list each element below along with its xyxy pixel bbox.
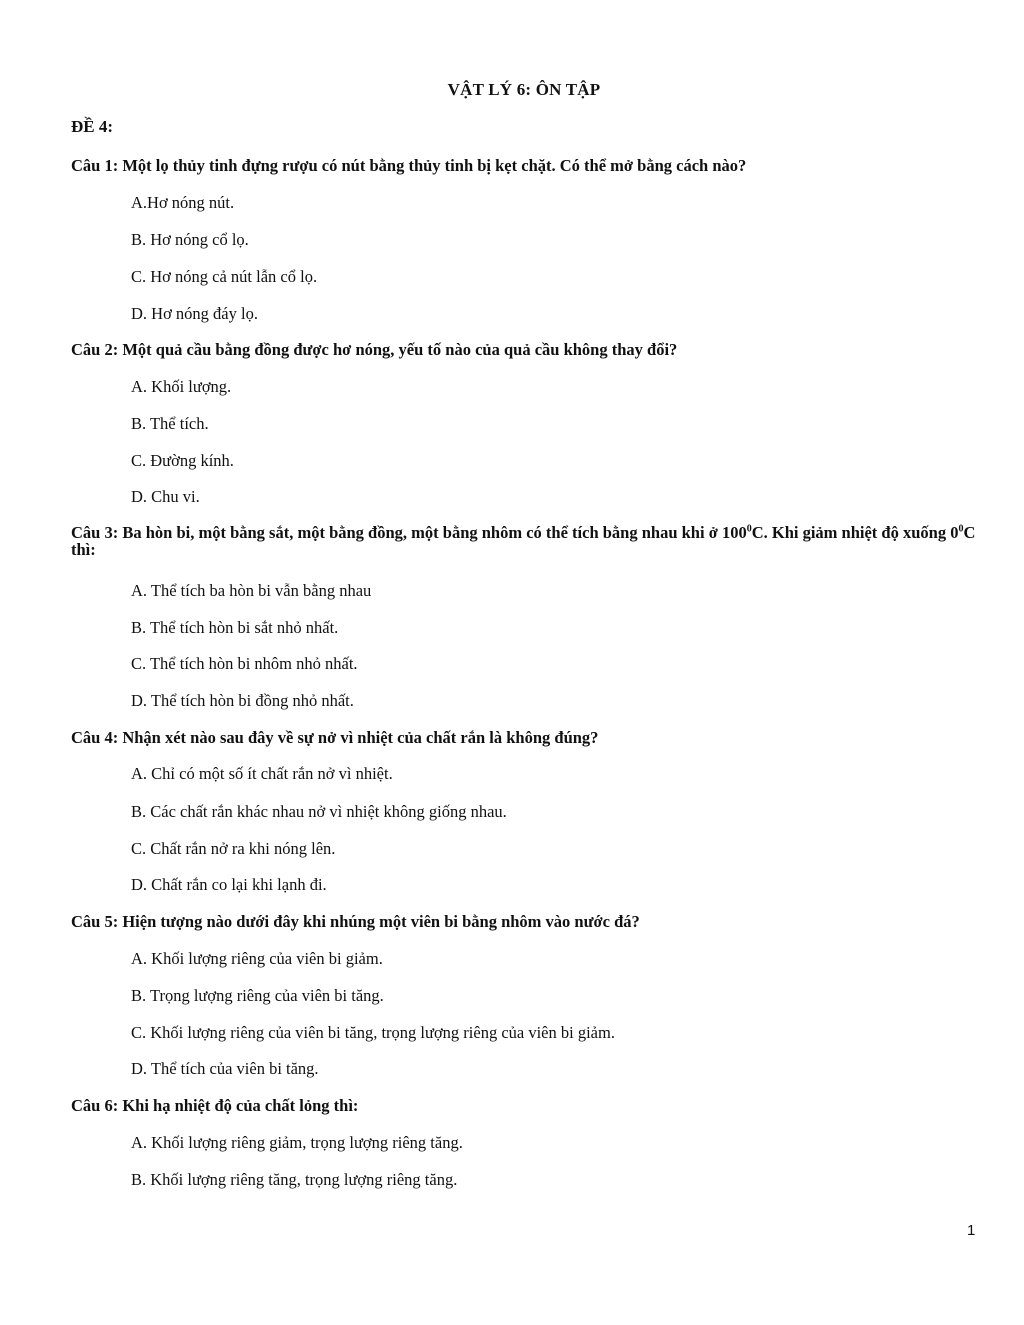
question-2-option-b: B. Thể tích. bbox=[131, 414, 209, 433]
question-4-option-c: C. Chất rắn nở ra khi nóng lên. bbox=[131, 839, 336, 858]
question-6-option-b: B. Khối lượng riêng tăng, trọng lượng riêng tăng. bbox=[131, 1170, 458, 1189]
question-3-text-part2: C. Khi giảm nhiệt độ xuống 0 bbox=[751, 523, 959, 542]
question-4-option-a: A. Chỉ có một số ít chất rắn nở vì nhiệt. bbox=[131, 764, 393, 783]
question-3-text-part1: Câu 3: Ba hòn bi, một bằng sắt, một bằng đồng, một bằng nhôm có thể tích bằng nhau khi ở 100 bbox=[71, 523, 747, 542]
question-5-option-c: C. Khối lượng riêng của viên bi tăng, trọng lượng riêng của viên bi giảm. bbox=[131, 1023, 615, 1042]
page-number: 1 bbox=[967, 1222, 976, 1239]
question-3-text-part3: C thì: bbox=[71, 523, 976, 559]
section-label: ĐỀ 4: bbox=[71, 117, 114, 136]
degree-superscript-2: 0 bbox=[958, 523, 964, 535]
question-2-option-c: C. Đường kính. bbox=[131, 451, 234, 470]
question-3-option-c: C. Thể tích hòn bi nhôm nhỏ nhất. bbox=[131, 654, 358, 673]
question-1-option-d: D. Hơ nóng đáy lọ. bbox=[131, 304, 258, 323]
question-5: Câu 5: Hiện tượng nào dưới đây khi nhúng một viên bi bằng nhôm vào nước đá? bbox=[71, 912, 640, 931]
question-5-option-a: A. Khối lượng riêng của viên bi giảm. bbox=[131, 949, 383, 968]
question-3 bbox=[71, 524, 976, 558]
question-6-option-a: A. Khối lượng riêng giảm, trọng lượng riêng tăng. bbox=[131, 1133, 463, 1152]
question-2: Câu 2: Một quả cầu bằng đồng được hơ nóng, yếu tố nào của quả cầu không thay đổi? bbox=[71, 340, 678, 359]
degree-superscript-1: 0 bbox=[746, 523, 752, 535]
question-1-option-b: B. Hơ nóng cổ lọ. bbox=[131, 230, 249, 249]
question-3-option-a: A. Thể tích ba hòn bi vẫn bằng nhau bbox=[131, 581, 372, 600]
question-4-option-d: D. Chất rắn co lại khi lạnh đi. bbox=[131, 875, 327, 894]
question-5-option-d: D. Thể tích của viên bi tăng. bbox=[131, 1059, 319, 1078]
question-5-option-b: B. Trọng lượng riêng của viên bi tăng. bbox=[131, 986, 384, 1005]
question-2-option-a: A. Khối lượng. bbox=[131, 377, 232, 396]
question-1-option-a: A.Hơ nóng nút. bbox=[131, 193, 235, 212]
question-6: Câu 6: Khi hạ nhiệt độ của chất lỏng thì: bbox=[71, 1096, 359, 1115]
question-4: Câu 4: Nhận xét nào sau đây về sự nở vì nhiệt của chất rắn là không đúng? bbox=[71, 728, 599, 747]
question-3-option-d: D. Thể tích hòn bi đồng nhỏ nhất. bbox=[131, 691, 354, 710]
document-title: VẬT LÝ 6: ÔN TẬP bbox=[447, 80, 601, 99]
question-3-option-b: B. Thể tích hòn bi sắt nhỏ nhất. bbox=[131, 618, 339, 637]
question-1-option-c: C. Hơ nóng cả nút lẫn cổ lọ. bbox=[131, 267, 318, 286]
question-2-option-d: D. Chu vi. bbox=[131, 487, 200, 506]
question-1: Câu 1: Một lọ thủy tinh đựng rượu có nút bằng thủy tinh bị kẹt chặt. Có thể mở bằng cách nào? bbox=[71, 156, 747, 175]
question-4-option-b: B. Các chất rắn khác nhau nở vì nhiệt không giống nhau. bbox=[131, 802, 507, 821]
